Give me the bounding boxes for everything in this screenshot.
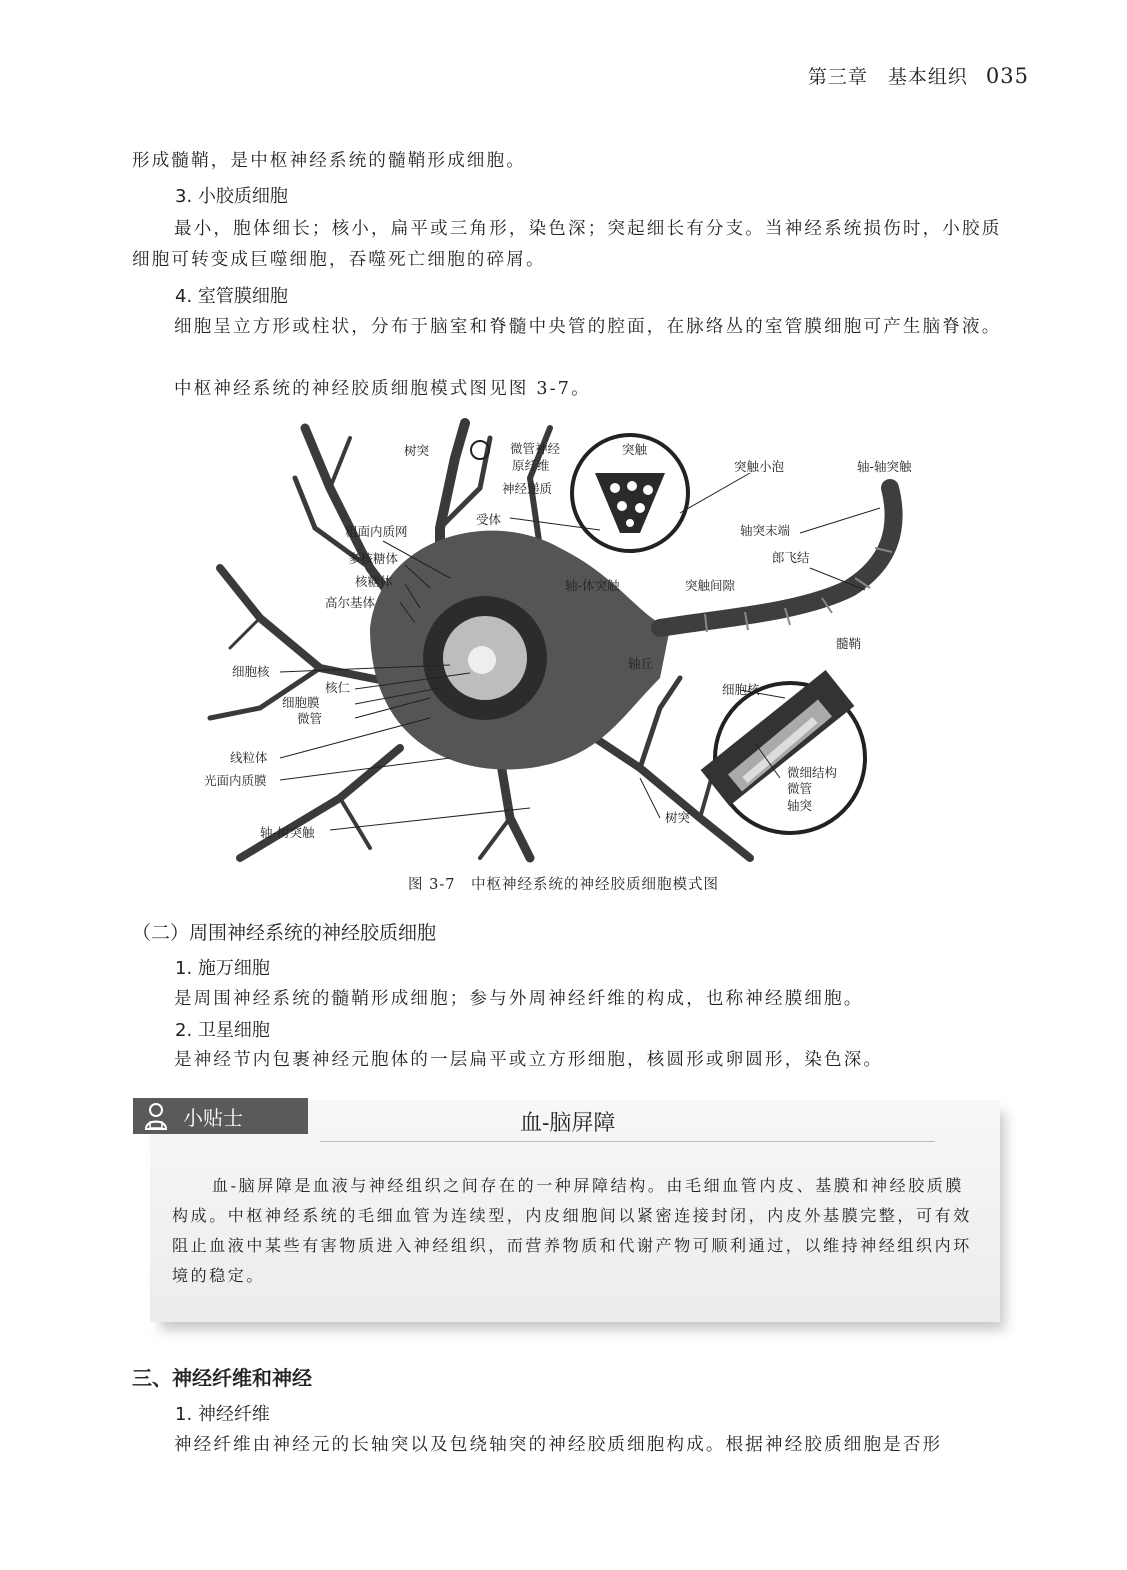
label-axon-terminal: 轴突末端 [740,523,791,538]
heading-fiber: 1. 神经纤维 [175,1404,270,1425]
heading-pns: （二）周围神经系统的神经胶质细胞 [132,922,437,944]
label-microtubule-2: 微管 [787,781,813,796]
label-nucleus: 细胞核 [232,664,270,679]
label-mitochondria: 线粒体 [230,750,268,765]
label-dendrite-bottom: 树突 [665,810,691,825]
label-axo-dendritic: 轴-树突触 [260,825,315,840]
label-axon: 轴突 [787,798,813,813]
heading-fiber-section: 三、神经纤维和神经 [132,1366,312,1390]
label-cell-membrane: 细胞膜 [282,695,320,710]
heading-schwann: 1. 施万细胞 [175,958,270,979]
label-axo-somatic: 轴-体突触 [565,578,620,593]
label-schwann-nucleus: 细胞核 [722,682,760,697]
label-rough-er: 粗面内质网 [345,524,408,539]
paragraph-ependymal: 细胞呈立方形或柱状，分布于脑室和脊髓中央管的腔面，在脉络丛的室管膜细胞可产生脑脊液。 [174,317,1002,337]
label-polyribosome: 多核糖体 [348,551,399,566]
running-header [808,62,1029,89]
neuron-figure [200,418,940,863]
figure-caption: 图 3-7 中枢神经系统的神经胶质细胞模式图 [408,877,719,893]
label-neurotransmitter: 神经递质 [502,481,553,496]
label-axon-hillock: 轴丘 [628,656,654,671]
chapter-title: 第三章 基本组织 [807,66,968,88]
label-nucleolus: 核仁 [325,680,351,695]
tip-tab-label: 小贴士 [183,1105,243,1130]
tip-text: 血-脑屏障是血液与神经组织之间存在的一种屏障结构。由毛细血管内皮、基膜和神经胶质膜构成。中枢神经系统的毛细血管为连续型，内皮细胞间以紧密连接封闭，内皮外基膜完整，可有效阻止血液中某些有害物质进入神经组织，而营养物质和代谢产物可顺利通过，以维持神经组织内环境的稳定。 [172,1176,972,1285]
paragraph-microglia: 最小，胞体细长；核小，扁平或三角形，染色深；突起细长有分支。当神经系统损伤时，小胶质细胞可转变成巨噬细胞，吞噬死亡细胞的碎屑。 [132,219,1002,270]
label-microstructure: 微细结构 [787,765,838,780]
label-receptor: 受体 [476,512,502,527]
reader-icon [143,1101,169,1131]
paragraph-intro: 形成髓鞘，是中枢神经系统的髓鞘形成细胞。 [132,151,526,171]
nucleolus-shape [468,646,496,674]
paragraph-satellite: 是神经节内包裹神经元胞体的一层扁平或立方形细胞，核圆形或卵圆形，染色深。 [174,1050,884,1070]
label-microtubule-neurofibril-2: 原纤维 [512,458,550,473]
heading-satellite: 2. 卫星细胞 [175,1020,270,1041]
neuron-diagram [200,418,940,863]
label-microtubule-neurofibril-1: 微管神经 [510,441,561,456]
heading-ependymal: 4. 室管膜细胞 [175,286,288,307]
label-microtubule: 微管 [297,711,323,726]
paragraph-schwann: 是周围神经系统的髓鞘形成细胞；参与外周神经纤维的构成，也称神经膜细胞。 [174,989,864,1009]
label-smooth-er: 光面内质膜 [204,773,267,788]
tip-title: 血-脑屏障 [520,1111,616,1136]
label-synaptic-vesicle: 突触小泡 [734,459,785,474]
paragraph-fiber: 神经纤维由神经元的长轴突以及包绕轴突的神经胶质细胞构成。根据神经胶质细胞是否形 [174,1435,943,1455]
label-ranvier: 郎飞结 [772,550,810,565]
tip-tab [133,1098,308,1134]
label-synapse: 突触 [622,442,648,457]
tip-divider [320,1141,935,1142]
heading-microglia: 3. 小胶质细胞 [175,186,288,207]
label-dendrite-top: 树突 [404,443,430,458]
label-golgi: 高尔基体 [325,595,376,610]
page-number: 035 [985,64,1029,88]
paragraph-figure-reference: 中枢神经系统的神经胶质细胞模式图见图 3-7。 [174,379,591,399]
label-myelin: 髓鞘 [836,636,862,651]
label-synaptic-cleft: 突触间隙 [685,578,736,593]
label-axo-axonic: 轴-轴突触 [857,459,912,474]
label-ribosome: 核糖体 [355,574,393,589]
